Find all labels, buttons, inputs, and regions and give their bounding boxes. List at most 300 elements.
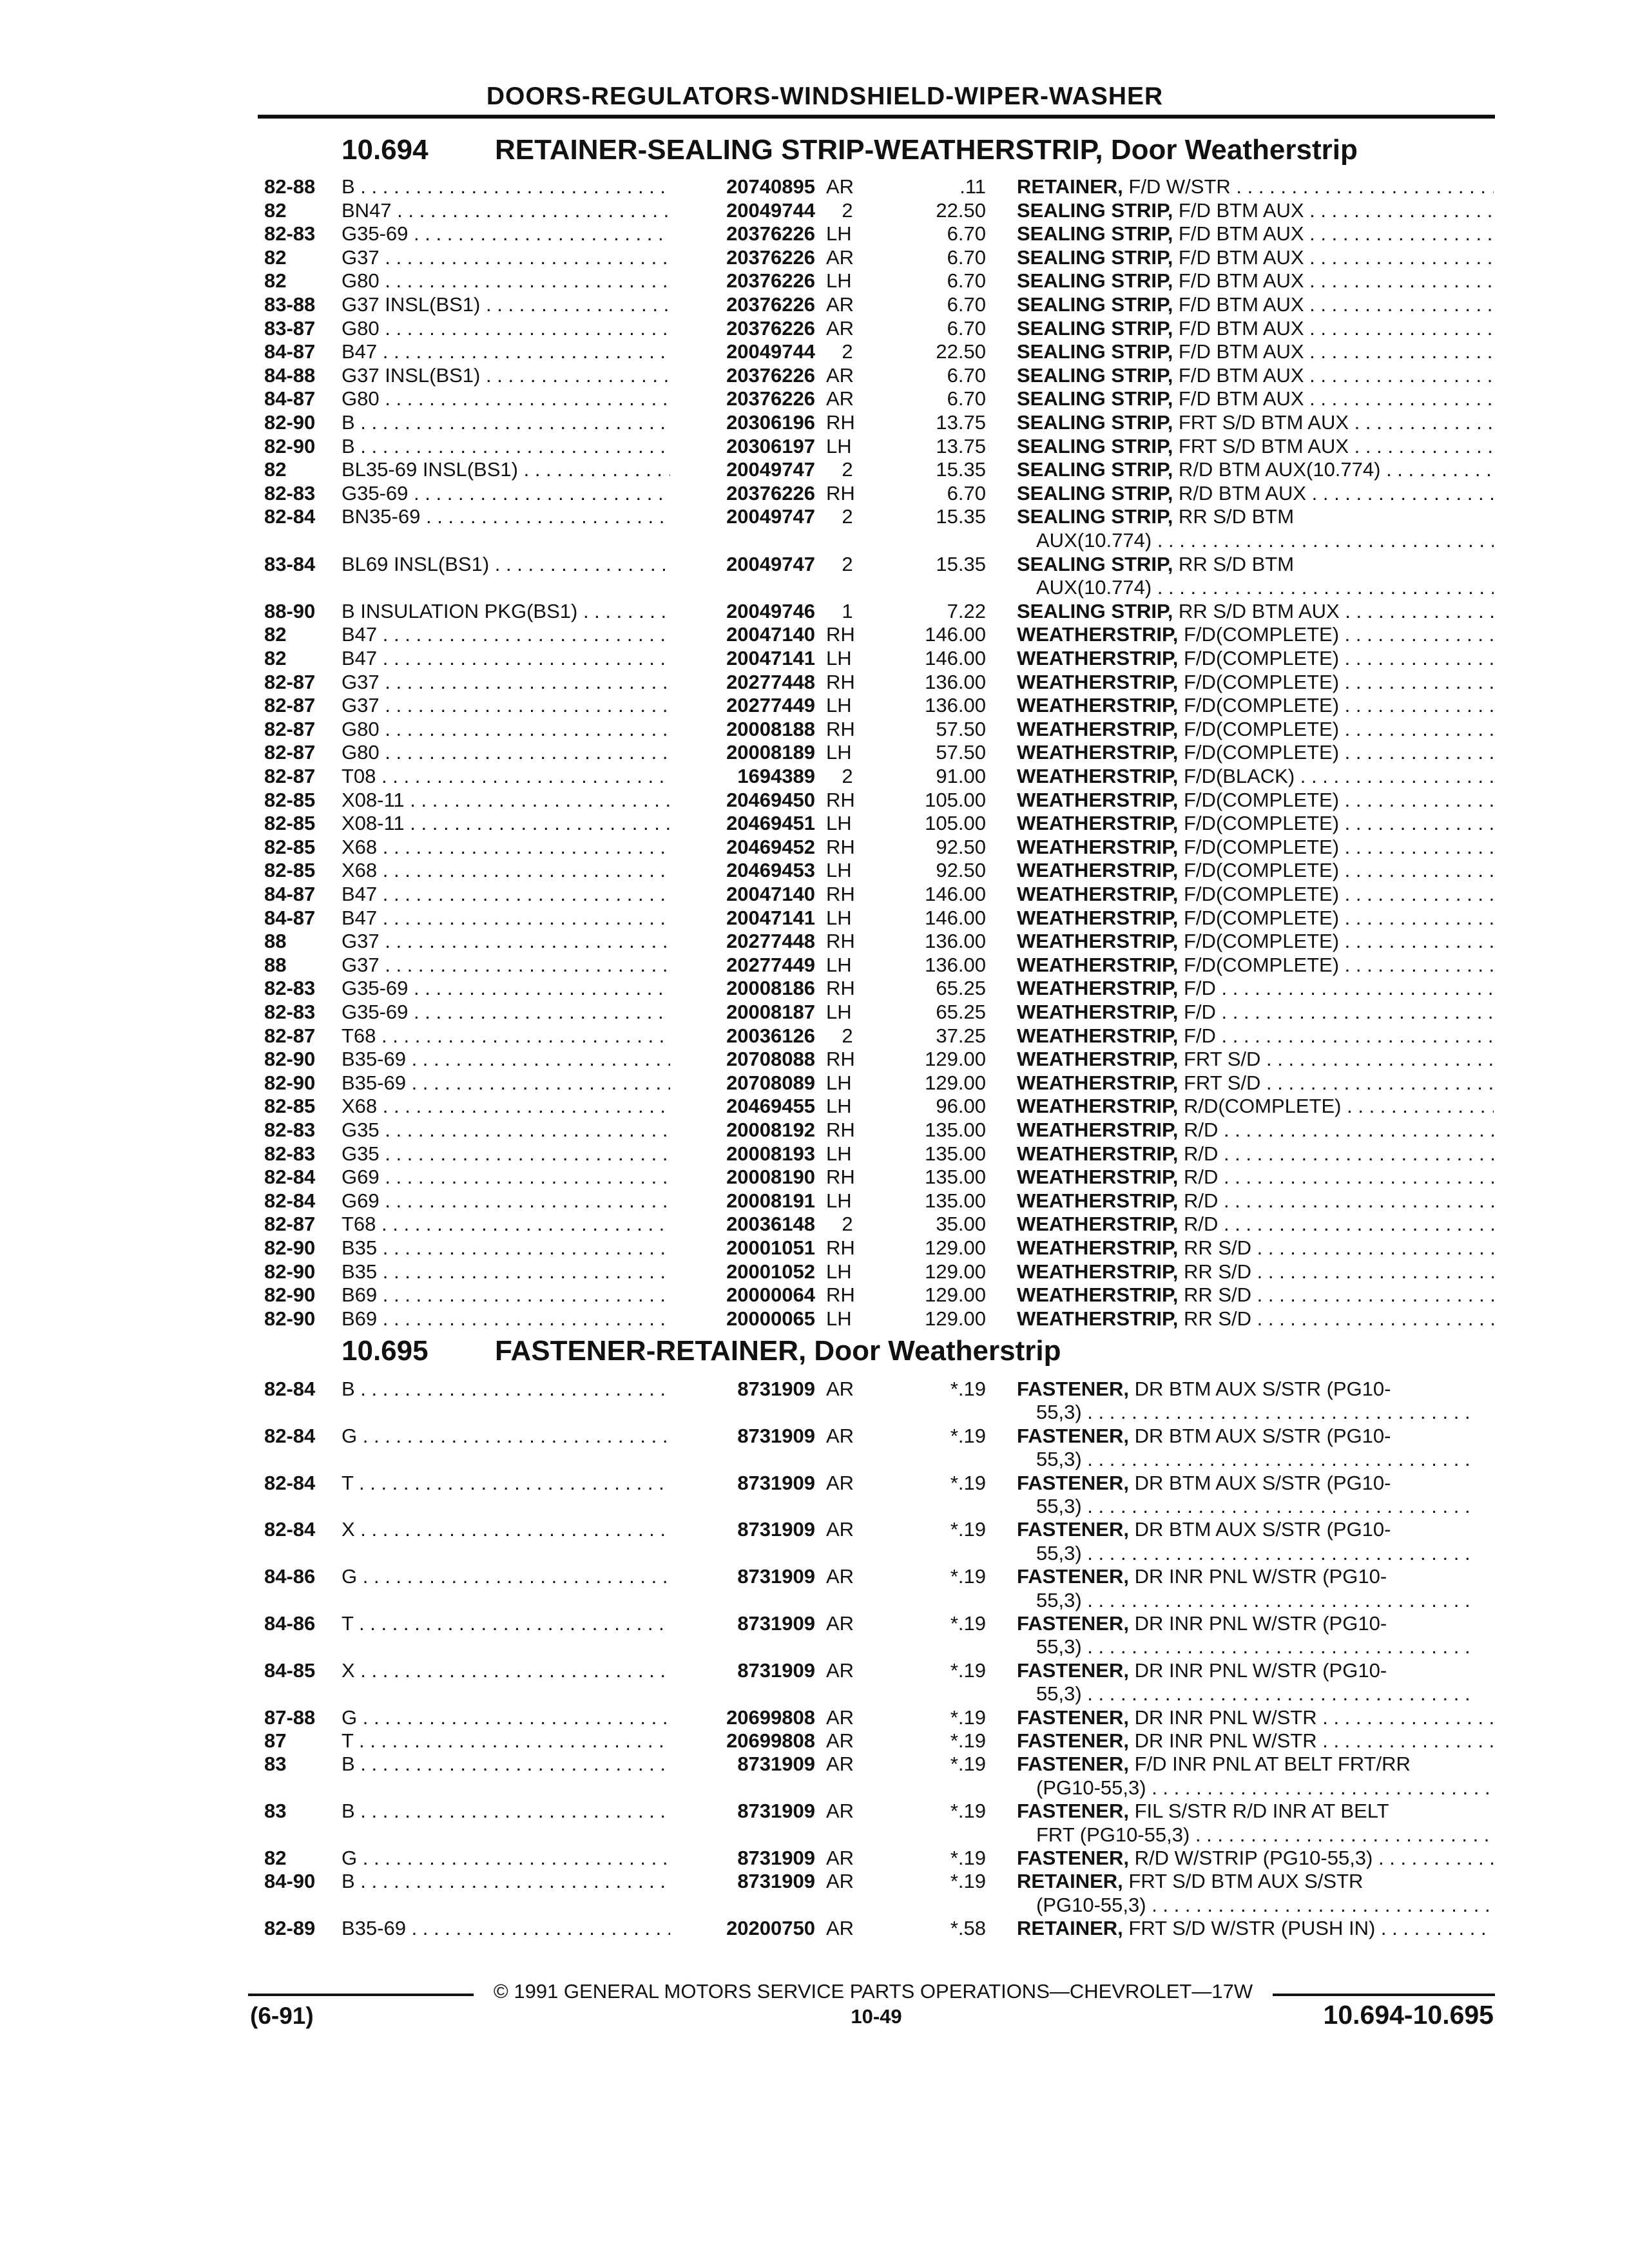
- part-description-continuation: 55,3) . . .: [1036, 1682, 1494, 1706]
- part-detail: F/D(COMPLETE): [1178, 859, 1340, 881]
- footer-divider-left: [248, 1994, 474, 1996]
- table-row: [0, 505, 1629, 528]
- part-description: [1017, 1072, 1494, 1095]
- part-detail: RR S/D: [1178, 1236, 1252, 1259]
- model-code: G35-69 . . .: [342, 1001, 683, 1024]
- table-row: [0, 883, 1629, 906]
- model-years: 83-84: [264, 553, 316, 575]
- part-name: SEALING STRIP,: [1017, 246, 1173, 269]
- model-code: B . . .: [342, 1378, 683, 1401]
- quantity: RH: [826, 718, 855, 740]
- table-row: [0, 789, 1629, 812]
- part-description: [1017, 411, 1494, 434]
- part-number: 20740895: [670, 175, 815, 198]
- part-description: [1017, 1001, 1494, 1024]
- model-code: G37 . . .: [342, 930, 683, 953]
- part-number: 20277449: [670, 694, 815, 717]
- table-row: [0, 1213, 1629, 1236]
- part-detail: FRT S/D: [1178, 1072, 1261, 1094]
- part-name: WEATHERSTRIP,: [1017, 859, 1179, 881]
- model-years: 82-85: [264, 859, 316, 881]
- quantity: 2: [842, 1213, 853, 1235]
- part-description: [1017, 1800, 1494, 1823]
- quantity: LH: [826, 647, 852, 669]
- part-description: [1017, 199, 1494, 222]
- price: 146.00: [925, 623, 986, 646]
- quantity: AR: [826, 1659, 854, 1682]
- model-years: 82-85: [264, 789, 316, 811]
- part-number: 20008187: [670, 1001, 815, 1024]
- part-number: 20000064: [670, 1283, 815, 1307]
- price: 136.00: [925, 930, 986, 952]
- quantity: RH: [826, 836, 855, 858]
- part-name: SEALING STRIP,: [1017, 387, 1173, 410]
- header-divider: [258, 115, 1495, 119]
- table-row: [0, 1283, 1629, 1307]
- model-code: X . . .: [342, 1659, 683, 1682]
- part-description: [1017, 836, 1494, 859]
- part-description-continuation: 55,3) . . .: [1036, 1589, 1494, 1612]
- model-code: G69 . . .: [342, 1189, 683, 1213]
- model-years: 84-87: [264, 883, 316, 905]
- table-row: [0, 293, 1629, 316]
- part-name: SEALING STRIP,: [1017, 340, 1173, 363]
- part-number: 20008193: [670, 1142, 815, 1166]
- part-number: 20277449: [670, 954, 815, 977]
- model-code: G . . .: [342, 1706, 683, 1729]
- price: 57.50: [936, 718, 986, 740]
- model-code: B35-69 . . .: [342, 1917, 683, 1940]
- quantity: RH: [826, 1236, 855, 1259]
- quantity: RH: [826, 883, 855, 905]
- model-code: B . . .: [342, 1800, 683, 1823]
- model-years: 82: [264, 1847, 287, 1869]
- model-years: 84-87: [264, 387, 316, 410]
- model-code: B . . .: [342, 1870, 683, 1893]
- part-number: 20049747: [670, 458, 815, 481]
- model-code: G80 . . .: [342, 317, 683, 340]
- part-description-continuation: 55,3) . . .: [1036, 1635, 1494, 1658]
- part-number: 20047141: [670, 907, 815, 930]
- quantity: AR: [826, 1847, 854, 1869]
- part-detail: DR BTM AUX S/STR (PG10-: [1128, 1425, 1391, 1447]
- part-number: 8731909: [670, 1753, 815, 1776]
- part-number: 20708088: [670, 1048, 815, 1071]
- model-years: 82: [264, 269, 287, 292]
- part-number: 20001051: [670, 1236, 815, 1260]
- part-name: WEATHERSTRIP,: [1017, 1024, 1179, 1047]
- footer-divider-right: [1273, 1994, 1495, 1996]
- price: 129.00: [925, 1283, 986, 1306]
- model-code: B INSULATION PKG(BS1) . . .: [342, 600, 683, 623]
- part-number: 20000065: [670, 1307, 815, 1331]
- part-detail: FRT S/D BTM AUX: [1173, 435, 1349, 457]
- model-years: 84-86: [264, 1565, 316, 1588]
- part-name: FASTENER,: [1017, 1472, 1129, 1494]
- part-detail: R/D: [1178, 1119, 1219, 1141]
- part-description-continuation: 55,3) . . .: [1036, 1401, 1494, 1424]
- part-name: WEATHERSTRIP,: [1017, 1189, 1179, 1212]
- part-name: WEATHERSTRIP,: [1017, 1095, 1179, 1117]
- part-description: [1017, 222, 1494, 245]
- price: 15.35: [936, 458, 986, 481]
- model-code: B47 . . .: [342, 340, 683, 363]
- part-detail: F/D BTM AUX: [1173, 364, 1304, 387]
- part-detail: F/D(COMPLETE): [1178, 930, 1340, 952]
- table-row: [0, 1565, 1629, 1588]
- model-code: T . . .: [342, 1472, 683, 1495]
- part-description: [1017, 1518, 1494, 1541]
- price: 129.00: [925, 1072, 986, 1094]
- part-detail: RR S/D: [1178, 1260, 1252, 1283]
- quantity: LH: [826, 954, 852, 976]
- table-row: [0, 340, 1629, 363]
- quantity: LH: [826, 1095, 852, 1117]
- model-code: B47 . . .: [342, 907, 683, 930]
- quantity: AR: [826, 1729, 854, 1752]
- part-description: [1017, 435, 1494, 458]
- part-number: 1694389: [670, 765, 815, 788]
- table-row: [0, 387, 1629, 410]
- model-years: 82-84: [264, 1378, 316, 1400]
- table-row: [0, 1753, 1629, 1776]
- part-description: [1017, 387, 1494, 410]
- model-code: B35-69 . . .: [342, 1048, 683, 1071]
- table-row: [0, 930, 1629, 953]
- part-name: SEALING STRIP,: [1017, 435, 1173, 457]
- part-number: 20001052: [670, 1260, 815, 1283]
- table-row: [0, 1612, 1629, 1635]
- part-description: [1017, 482, 1494, 505]
- part-description: [1017, 1753, 1494, 1776]
- quantity: AR: [826, 1800, 854, 1822]
- model-years: 84-87: [264, 340, 316, 363]
- model-code: BN35-69 . . .: [342, 505, 683, 528]
- part-detail: F/D(COMPLETE): [1178, 907, 1340, 929]
- part-name: FASTENER,: [1017, 1800, 1129, 1822]
- part-description: [1017, 1706, 1494, 1729]
- part-number: 20376226: [670, 246, 815, 269]
- part-number: 20469450: [670, 789, 815, 812]
- model-code: G37 INSL(BS1) . . .: [342, 293, 683, 316]
- model-years: 82-87: [264, 671, 316, 693]
- table-row-continuation: [0, 1823, 1629, 1847]
- quantity: LH: [826, 1001, 852, 1023]
- price: 136.00: [925, 671, 986, 693]
- part-number: 20200750: [670, 1917, 815, 1940]
- part-detail: R/D BTM AUX(10.774): [1173, 458, 1381, 481]
- part-description: [1017, 789, 1494, 812]
- model-years: 84-87: [264, 907, 316, 929]
- price: 105.00: [925, 789, 986, 811]
- quantity: AR: [826, 1472, 854, 1494]
- model-years: 82-90: [264, 1283, 316, 1306]
- part-number: 20376226: [670, 387, 815, 410]
- price: 6.70: [947, 269, 986, 292]
- table-row: [0, 175, 1629, 198]
- part-name: SEALING STRIP,: [1017, 553, 1173, 575]
- part-detail: F/D BTM AUX: [1173, 317, 1304, 340]
- part-name: SEALING STRIP,: [1017, 600, 1173, 622]
- part-name: WEATHERSTRIP,: [1017, 954, 1179, 976]
- table-row-continuation: [0, 1448, 1629, 1471]
- model-years: 84-85: [264, 1659, 316, 1682]
- table-row: [0, 269, 1629, 293]
- part-detail: DR INR PNL W/STR (PG10-: [1128, 1612, 1387, 1635]
- model-code: G80 . . .: [342, 718, 683, 741]
- part-name: SEALING STRIP,: [1017, 458, 1173, 481]
- quantity: RH: [826, 930, 855, 952]
- section-title: FASTENER-RETAINER, Door Weatherstrip: [495, 1335, 1061, 1367]
- part-number: 20469453: [670, 859, 815, 882]
- part-description: [1017, 718, 1494, 741]
- part-name: WEATHERSTRIP,: [1017, 1213, 1179, 1235]
- part-detail: R/D W/STRIP (PG10-55,3): [1128, 1847, 1373, 1869]
- part-name: WEATHERSTRIP,: [1017, 930, 1179, 952]
- table-row: [0, 482, 1629, 505]
- part-name: WEATHERSTRIP,: [1017, 1236, 1179, 1259]
- price: 92.50: [936, 859, 986, 881]
- section-number: 10.694: [342, 134, 429, 166]
- table-row: [0, 1024, 1629, 1048]
- part-detail: F/D BTM AUX: [1173, 269, 1304, 292]
- quantity: LH: [826, 1189, 852, 1212]
- part-description: [1017, 364, 1494, 387]
- part-name: FASTENER,: [1017, 1612, 1129, 1635]
- part-description: [1017, 340, 1494, 363]
- part-description: [1017, 1119, 1494, 1142]
- part-name: WEATHERSTRIP,: [1017, 1260, 1179, 1283]
- part-detail: RR S/D BTM AUX: [1173, 600, 1340, 622]
- price: 129.00: [925, 1307, 986, 1330]
- part-description: [1017, 1870, 1494, 1893]
- table-row: [0, 1095, 1629, 1118]
- table-row: [0, 222, 1629, 245]
- table-row: [0, 954, 1629, 977]
- quantity: AR: [826, 1612, 854, 1635]
- part-description: [1017, 1142, 1494, 1166]
- table-row: [0, 1378, 1629, 1401]
- part-detail: F/D BTM AUX: [1173, 293, 1304, 316]
- part-description: [1017, 907, 1494, 930]
- footer-copyright: © 1991 GENERAL MOTORS SERVICE PARTS OPERATIONS—CHEVROLET—17W: [493, 1980, 1253, 2003]
- part-description-continuation: (PG10-55,3) . . .: [1036, 1776, 1494, 1800]
- part-number: 8731909: [670, 1612, 815, 1635]
- price: 15.35: [936, 505, 986, 528]
- table-row: [0, 1001, 1629, 1024]
- quantity: LH: [826, 1260, 852, 1283]
- quantity: AR: [826, 1565, 854, 1588]
- quantity: RH: [826, 411, 855, 434]
- model-code: G80 . . .: [342, 269, 683, 293]
- part-name: SEALING STRIP,: [1017, 222, 1173, 245]
- part-detail: DR INR PNL W/STR (PG10-: [1128, 1659, 1387, 1682]
- model-code: G35-69 . . .: [342, 482, 683, 505]
- part-name: WEATHERSTRIP,: [1017, 1001, 1179, 1023]
- part-description: [1017, 1260, 1494, 1283]
- part-name: WEATHERSTRIP,: [1017, 836, 1179, 858]
- price: 6.70: [947, 317, 986, 340]
- part-number: 20699808: [670, 1729, 815, 1753]
- model-code: G35-69 . . .: [342, 977, 683, 1000]
- part-name: FASTENER,: [1017, 1565, 1129, 1588]
- model-code: B69 . . .: [342, 1283, 683, 1307]
- part-description: [1017, 1472, 1494, 1495]
- part-description: [1017, 1166, 1494, 1189]
- table-row: [0, 458, 1629, 481]
- table-row: [0, 1166, 1629, 1189]
- part-name: WEATHERSTRIP,: [1017, 623, 1179, 646]
- model-code: B47 . . .: [342, 647, 683, 670]
- model-years: 82-85: [264, 836, 316, 858]
- table-row: [0, 1260, 1629, 1283]
- model-years: 82-83: [264, 1001, 316, 1023]
- section-heading: [342, 134, 1358, 166]
- part-name: FASTENER,: [1017, 1378, 1129, 1400]
- part-name: FASTENER,: [1017, 1753, 1129, 1775]
- part-detail: RR S/D: [1178, 1307, 1252, 1330]
- part-description-continuation: 55,3) . . .: [1036, 1448, 1494, 1471]
- model-code: G . . .: [342, 1847, 683, 1870]
- model-code: T68 . . .: [342, 1213, 683, 1236]
- part-description: [1017, 1659, 1494, 1682]
- part-number: 8731909: [670, 1378, 815, 1401]
- part-description: [1017, 671, 1494, 694]
- part-description: [1017, 1565, 1494, 1588]
- model-years: 82: [264, 246, 287, 269]
- part-description: [1017, 954, 1494, 977]
- part-description: [1017, 741, 1494, 764]
- part-description: [1017, 1425, 1494, 1448]
- quantity: AR: [826, 1753, 854, 1775]
- price: 6.70: [947, 293, 986, 316]
- part-description: [1017, 553, 1494, 576]
- price: 13.75: [936, 411, 986, 434]
- part-number: 20376226: [670, 293, 815, 316]
- part-name: RETAINER,: [1017, 1917, 1123, 1939]
- part-detail: F/D(COMPLETE): [1178, 718, 1340, 740]
- part-detail: F/D(COMPLETE): [1178, 694, 1340, 716]
- part-description: [1017, 1729, 1494, 1753]
- quantity: 2: [842, 340, 853, 363]
- model-years: 82-87: [264, 765, 316, 787]
- part-detail: RR S/D: [1178, 1283, 1252, 1306]
- part-detail: DR INR PNL W/STR (PG10-: [1128, 1565, 1387, 1588]
- model-code: X68 . . .: [342, 859, 683, 882]
- part-description: [1017, 1307, 1494, 1331]
- table-row: [0, 1048, 1629, 1071]
- part-description-continuation: FRT (PG10-55,3) . . .: [1036, 1823, 1494, 1847]
- part-name: WEATHERSTRIP,: [1017, 765, 1179, 787]
- price: 15.35: [936, 553, 986, 575]
- table-row-continuation: [0, 1894, 1629, 1917]
- model-years: 82-90: [264, 435, 316, 457]
- quantity: RH: [826, 1048, 855, 1070]
- part-detail: F/D(BLACK): [1178, 765, 1295, 787]
- table-row: [0, 1236, 1629, 1260]
- section-title: RETAINER-SEALING STRIP-WEATHERSTRIP, Door Weatherstrip: [495, 134, 1358, 166]
- section-heading: [342, 1335, 1061, 1367]
- quantity: LH: [826, 741, 852, 764]
- model-code: G37 . . .: [342, 694, 683, 717]
- table-row: [0, 1870, 1629, 1893]
- part-number: 20376226: [670, 222, 815, 245]
- part-name: SEALING STRIP,: [1017, 293, 1173, 316]
- table-row-continuation: [0, 576, 1629, 599]
- quantity: AR: [826, 293, 854, 316]
- table-row-continuation: [0, 1495, 1629, 1518]
- part-description: [1017, 505, 1494, 528]
- model-code: G37 INSL(BS1) . . .: [342, 364, 683, 387]
- model-code: G37 . . .: [342, 954, 683, 977]
- part-name: SEALING STRIP,: [1017, 505, 1173, 528]
- price: 6.70: [947, 222, 986, 245]
- part-description: [1017, 859, 1494, 882]
- model-years: 82-89: [264, 1917, 316, 1939]
- table-row: [0, 1729, 1629, 1753]
- table-row: [0, 1472, 1629, 1495]
- model-code: B . . .: [342, 175, 683, 198]
- table-row: [0, 977, 1629, 1000]
- table-row: [0, 1659, 1629, 1682]
- table-row: [0, 671, 1629, 694]
- price: 91.00: [936, 765, 986, 787]
- part-number: 20376226: [670, 364, 815, 387]
- part-name: FASTENER,: [1017, 1425, 1129, 1447]
- table-row: [0, 1425, 1629, 1448]
- part-description: [1017, 246, 1494, 269]
- model-years: 84-90: [264, 1870, 316, 1892]
- price: 6.70: [947, 364, 986, 387]
- price: 35.00: [936, 1213, 986, 1235]
- table-row: [0, 694, 1629, 717]
- model-code: B35 . . .: [342, 1236, 683, 1260]
- part-detail: R/D: [1178, 1142, 1219, 1165]
- model-years: 82-90: [264, 1236, 316, 1259]
- part-number: 20049747: [670, 553, 815, 576]
- quantity: LH: [826, 694, 852, 716]
- part-description: [1017, 600, 1494, 623]
- model-years: 82-87: [264, 718, 316, 740]
- price: 146.00: [925, 647, 986, 669]
- part-detail: R/D(COMPLETE): [1178, 1095, 1342, 1117]
- footer-revision-date: (6-91): [250, 2003, 314, 2029]
- model-years: 82-88: [264, 175, 316, 198]
- part-number: 20008189: [670, 741, 815, 764]
- model-code: X . . .: [342, 1518, 683, 1541]
- part-detail: F/D(COMPLETE): [1178, 954, 1340, 976]
- model-code: G . . .: [342, 1425, 683, 1448]
- part-name: FASTENER,: [1017, 1706, 1129, 1729]
- part-number: 20306197: [670, 435, 815, 458]
- model-years: 82-84: [264, 1166, 316, 1188]
- price: 136.00: [925, 954, 986, 976]
- quantity: AR: [826, 1378, 854, 1400]
- part-detail: DR BTM AUX S/STR (PG10-: [1128, 1518, 1391, 1541]
- model-code: T08 . . .: [342, 765, 683, 788]
- price: 135.00: [925, 1189, 986, 1212]
- part-number: 20708089: [670, 1072, 815, 1095]
- model-years: 82-83: [264, 222, 316, 245]
- quantity: AR: [826, 387, 854, 410]
- quantity: 2: [842, 1024, 853, 1047]
- model-code: BL35-69 INSL(BS1) . . .: [342, 458, 683, 481]
- part-name: WEATHERSTRIP,: [1017, 671, 1179, 693]
- part-number: 20008188: [670, 718, 815, 741]
- table-row: [0, 435, 1629, 458]
- price: 6.70: [947, 482, 986, 505]
- table-row-continuation: [0, 529, 1629, 552]
